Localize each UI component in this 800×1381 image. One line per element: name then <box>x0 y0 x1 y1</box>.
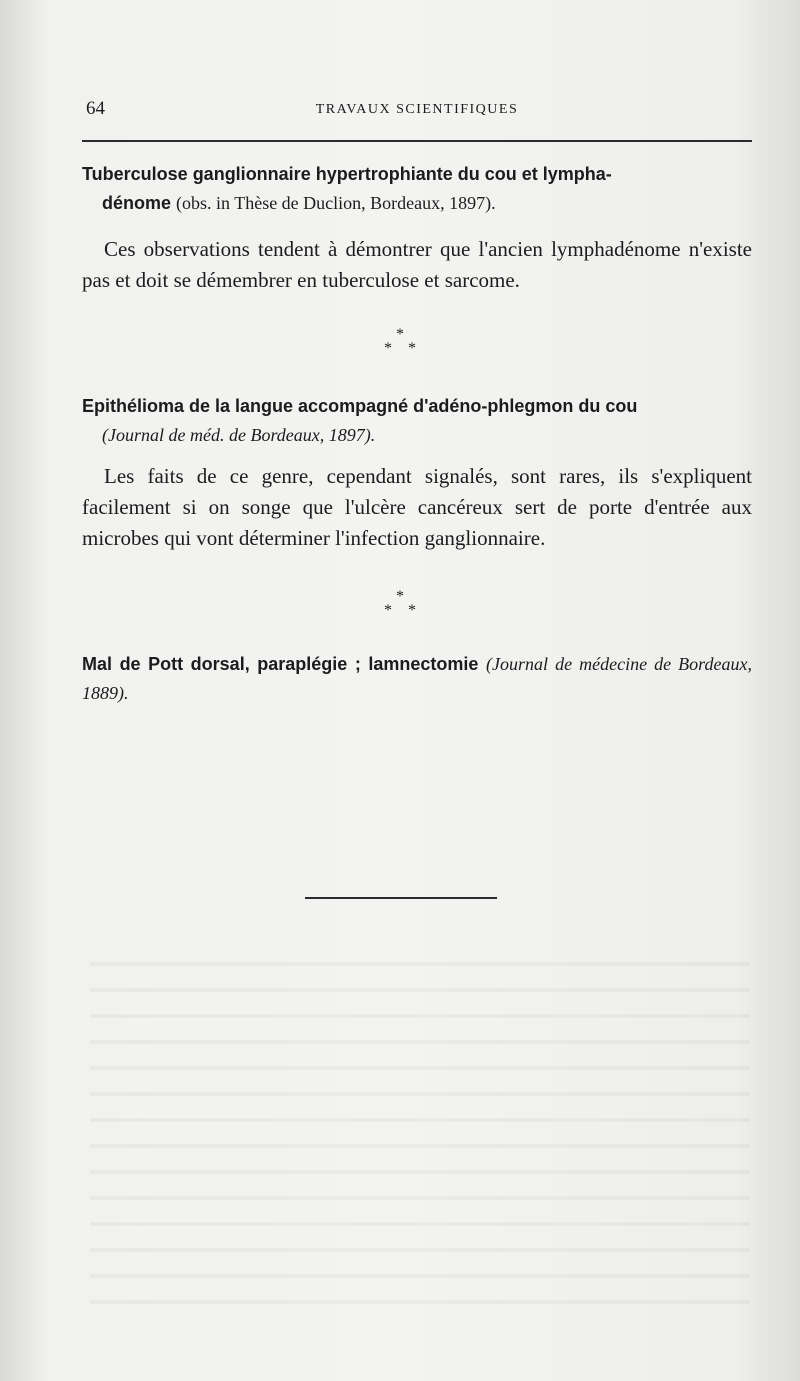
page-header <box>82 96 752 126</box>
separator-star: * <box>408 340 432 357</box>
paragraph: Les faits de ce genre, cependant signalés, sont rares, ils s'expliquent facilement si on songe que l'ulcère cancéreux sert de porte d'entrée aux microbes qui vont déterminer l'infection ganglionnaire. <box>82 464 752 550</box>
section-separator <box>0 328 800 356</box>
page-number: 64 <box>86 98 105 119</box>
entry-title-text: Mal de Pott dorsal, paraplégie ; lamnectomie <box>82 654 479 674</box>
entry-title-line1: Epithélioma de la langue accompagné d'adéno-phlegmon du cou <box>82 396 638 416</box>
entry-title <box>82 650 752 708</box>
section-separator <box>0 590 800 618</box>
separator-star: * <box>384 602 408 619</box>
entry-title-line2: dénome <box>102 193 172 213</box>
entry-citation: (Journal de médecine de Bordeaux, 1889). <box>82 654 752 703</box>
entry-title <box>82 392 752 450</box>
entry-epithelioma <box>82 392 752 450</box>
entry-citation: (Journal de méd. de Bordeaux, 1897). <box>102 425 376 445</box>
show-through-texture <box>90 940 750 1320</box>
header-rule <box>82 140 752 142</box>
entry-citation: (obs. in Thèse de Duclion, Bordeaux, 1897). <box>176 193 496 213</box>
entry-mal-de-pott <box>82 650 752 708</box>
end-rule <box>305 897 497 899</box>
running-title: TRAVAUX SCIENTIFIQUES <box>315 102 519 117</box>
separator-star: * <box>396 326 404 343</box>
entry-title <box>82 160 752 218</box>
paragraph: Ces observations tendent à démontrer que l'ancien lymphadénome n'existe pas et doit se démembrer en tuberculose et sarcome. <box>82 237 752 292</box>
separator-star: * <box>396 588 404 605</box>
entry-tuberculose <box>82 160 752 218</box>
separator-star: * <box>384 340 408 357</box>
separator-star: * <box>408 602 432 619</box>
entry-title-line1: Tuberculose ganglionnaire hypertrophiante du cou et lympha- <box>82 164 612 184</box>
